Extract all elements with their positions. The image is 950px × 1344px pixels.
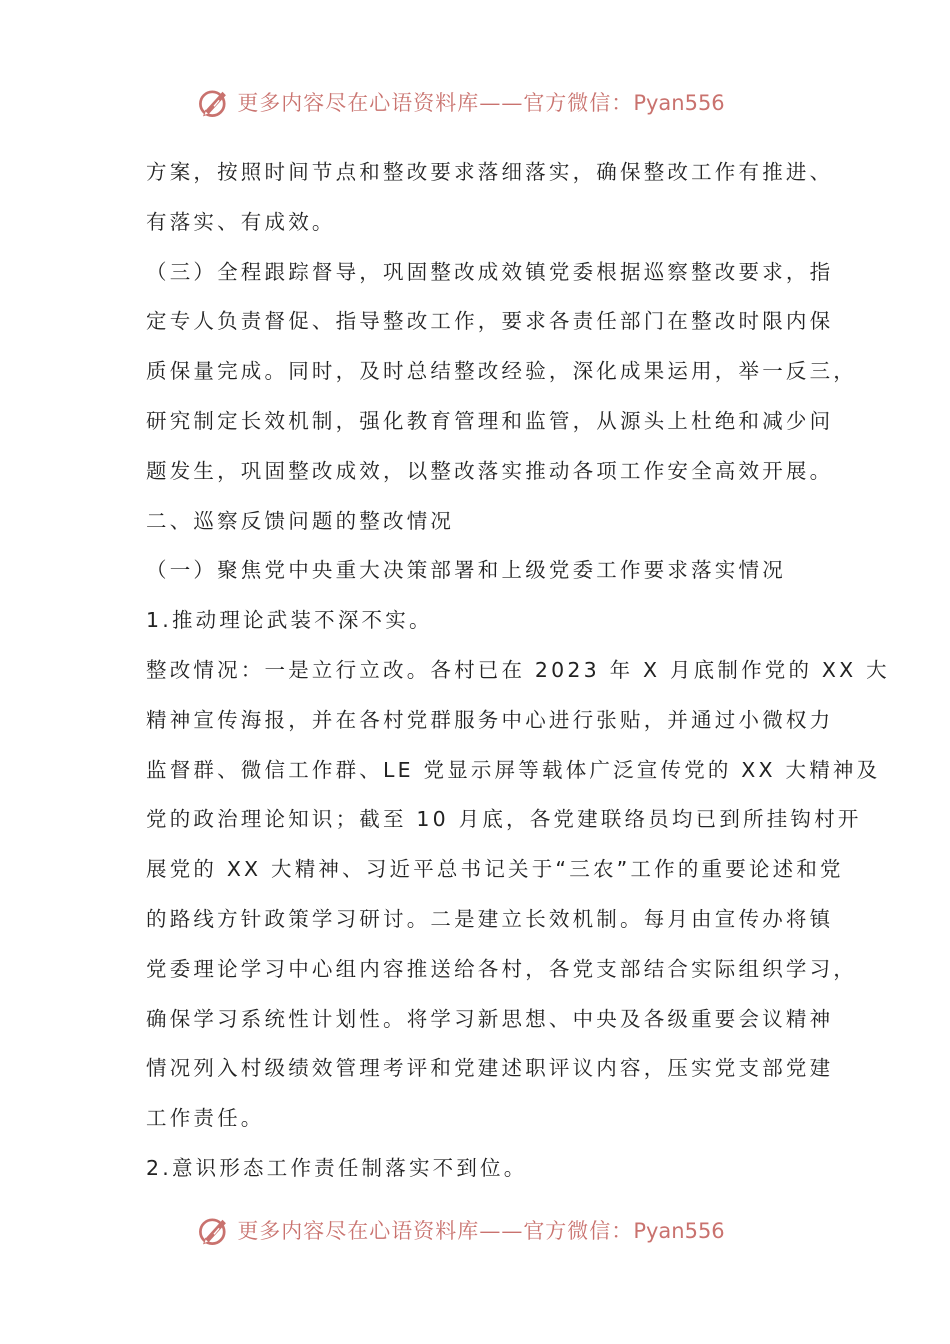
header-banner (0, 80, 950, 124)
footer-banner (0, 1208, 950, 1252)
body-line: （三）全程跟踪督导，巩固整改成效镇党委根据巡察整改要求，指 (146, 259, 834, 284)
body-line: 定专人负责督促、指导整改工作，要求各责任部门在整改时限内保 (146, 309, 834, 334)
body-line: 监督群、微信工作群、LE 党显示屏等载体广泛宣传党的 XX 大精神及 (146, 757, 881, 782)
section-heading: 二、巡察反馈问题的整改情况 (146, 508, 455, 533)
body-line: 有落实、有成效。 (146, 209, 336, 234)
banner-slogan: 更多内容尽在心语资料库 (237, 91, 480, 115)
body-line: 党的政治理论知识；截至 10 月底，各党建联络员均已到所挂钩村开 (146, 807, 862, 832)
banner-text (237, 1215, 724, 1245)
body-line: 党委理论学习中心组内容推送给各村，各党支部结合实际组织学习， (146, 956, 857, 981)
item-heading: 1.推动理论武装不深不实。 (146, 608, 433, 633)
document-body (146, 148, 890, 1194)
pen-logo-icon (197, 85, 231, 119)
body-line: 的路线方针政策学习研讨。二是建立长效机制。每月由宣传办将镇 (146, 906, 834, 931)
banner-separator: —— (479, 1219, 524, 1243)
body-line: 工作责任。 (146, 1106, 265, 1131)
pen-logo-icon (197, 1213, 231, 1247)
body-line: 研究制定长效机制，强化教育管理和监管，从源头上杜绝和减少问 (146, 408, 834, 433)
body-line: 精神宣传海报，并在各村党群服务中心进行张贴，并通过小微权力 (146, 707, 834, 732)
banner-contact-id: Pyan556 (633, 91, 725, 115)
banner-separator: —— (479, 91, 524, 115)
subsection-heading: （一）聚焦党中央重大决策部署和上级党委工作要求落实情况 (146, 558, 786, 583)
body-line: 情况列入村级绩效管理考评和党建述职评议内容，压实党支部党建 (146, 1056, 834, 1081)
banner-contact-id: Pyan556 (633, 1219, 725, 1243)
banner-text (237, 87, 724, 117)
banner-slogan: 更多内容尽在心语资料库 (237, 1219, 480, 1243)
body-line: 整改情况：一是立行立改。各村已在 2023 年 X 月底制作党的 XX 大 (146, 657, 890, 682)
body-line: 展党的 XX 大精神、习近平总书记关于“三农”工作的重要论述和党 (146, 857, 844, 882)
banner-contact-label: 官方微信： (523, 91, 634, 115)
body-line: 质保量完成。同时，及时总结整改经验，深化成果运用，举一反三， (146, 359, 857, 384)
body-line: 确保学习系统性计划性。将学习新思想、中央及各级重要会议精神 (146, 1006, 834, 1031)
item-heading: 2.意识形态工作责任制落实不到位。 (146, 1155, 528, 1180)
body-line: 方案，按照时间节点和整改要求落细落实，确保整改工作有推进、 (146, 160, 834, 184)
banner-contact-label: 官方微信： (523, 1219, 634, 1243)
body-line: 题发生，巩固整改成效，以整改落实推动各项工作安全高效开展。 (146, 458, 834, 483)
